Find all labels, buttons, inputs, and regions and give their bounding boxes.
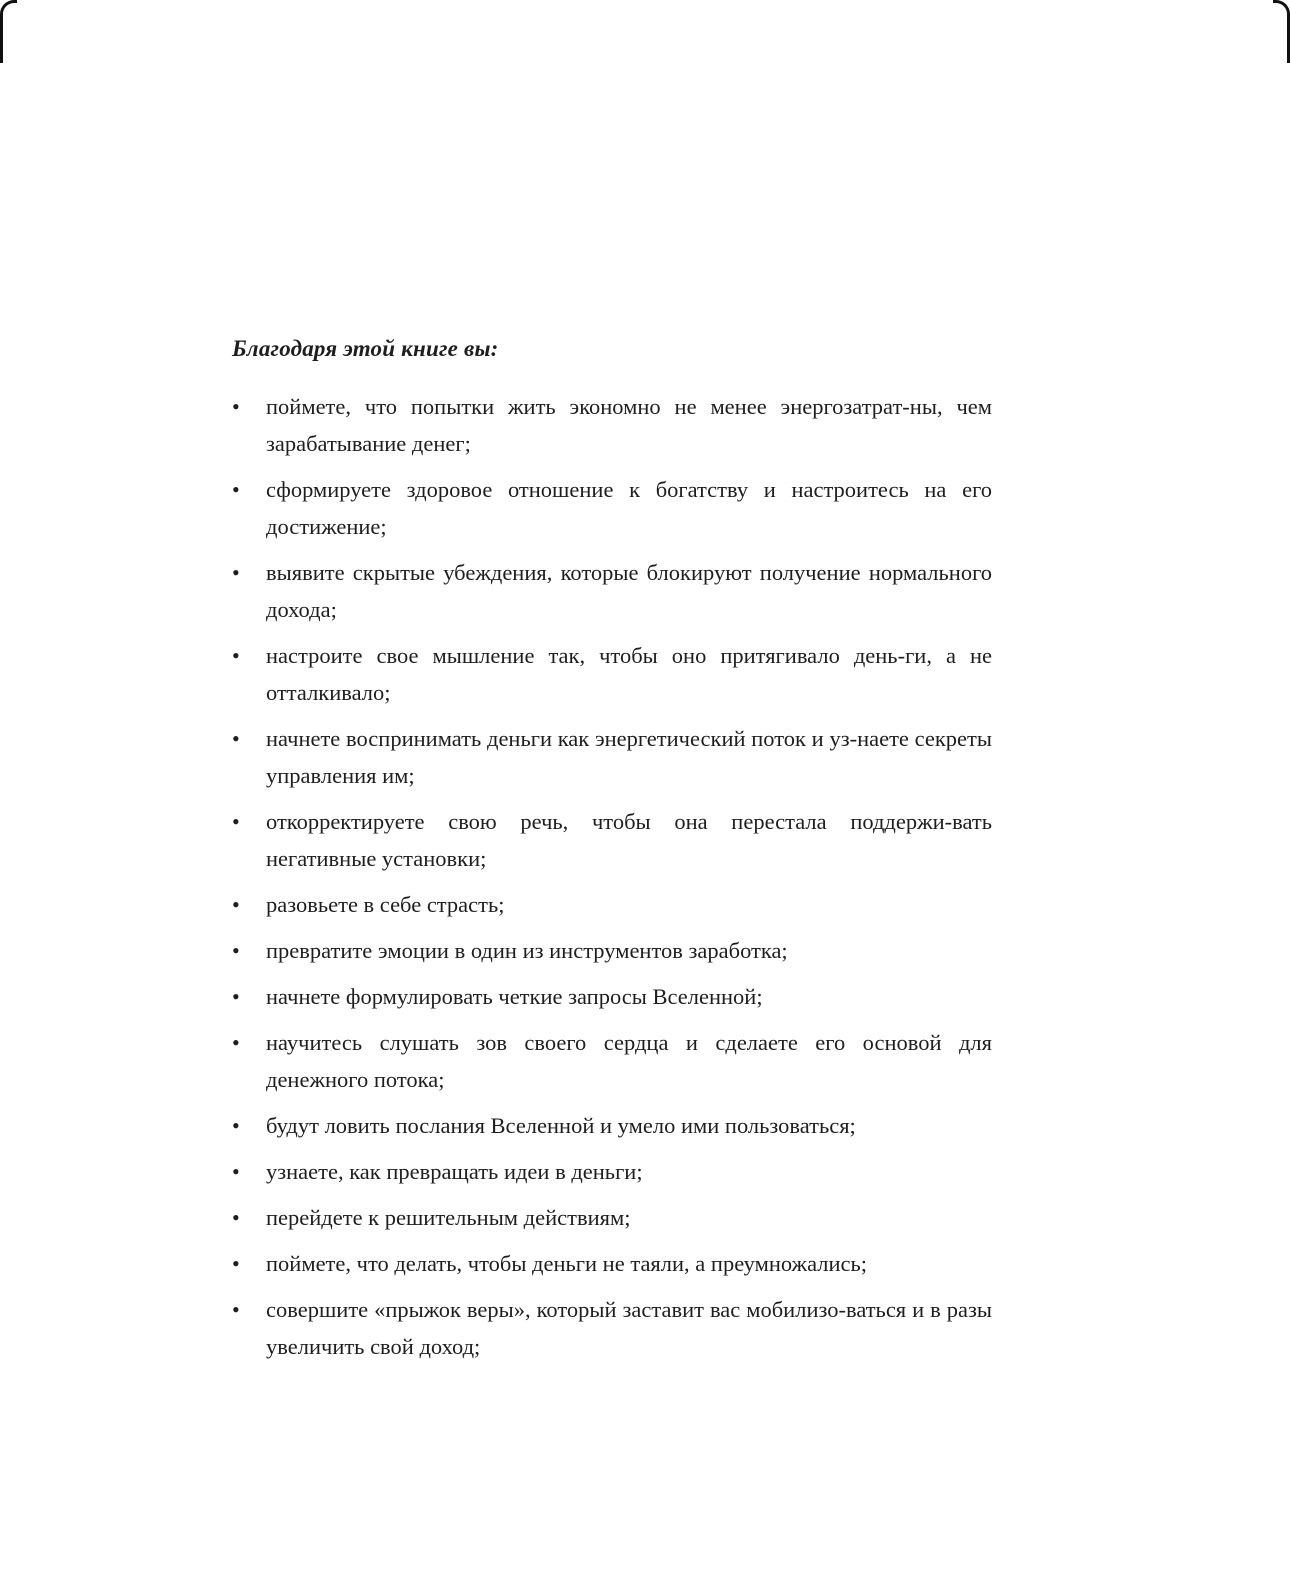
list-item-text: сформируете здоровое отношение к богатству и настроитесь на его достижение; bbox=[266, 477, 992, 539]
benefits-list bbox=[232, 388, 992, 1365]
bullet-icon: • bbox=[232, 1251, 240, 1276]
list-item bbox=[232, 1153, 992, 1190]
list-item bbox=[232, 803, 992, 877]
bullet-icon: • bbox=[232, 892, 240, 917]
list-item bbox=[232, 978, 992, 1015]
bullet-icon: • bbox=[232, 643, 240, 668]
list-item bbox=[232, 1107, 992, 1144]
bullet-icon: • bbox=[232, 394, 240, 419]
bullet-icon: • bbox=[232, 1159, 240, 1184]
list-item-text: выявите скрытые убеждения, которые блокируют получение нормального дохода; bbox=[266, 560, 992, 622]
list-item-text: совершите «прыжок веры», который заставит вас мобилизо-ваться и в разы увеличить свой доход; bbox=[266, 1297, 992, 1359]
frame-corner-right bbox=[1273, 0, 1290, 63]
list-item-text: научитесь слушать зов своего сердца и сделаете его основой для денежного потока; bbox=[266, 1030, 992, 1092]
list-item-text: поймете, что попытки жить экономно не менее энергозатрат-ны, чем зарабатывание денег; bbox=[266, 394, 992, 456]
list-item-text: разовьете в себе страсть; bbox=[266, 892, 505, 917]
list-item bbox=[232, 1024, 992, 1098]
bullet-icon: • bbox=[232, 726, 240, 751]
bullet-icon: • bbox=[232, 1297, 240, 1322]
bullet-icon: • bbox=[232, 809, 240, 834]
list-item bbox=[232, 1199, 992, 1236]
bullet-icon: • bbox=[232, 1113, 240, 1138]
list-item-text: начнете воспринимать деньги как энергетический поток и уз-наете секреты управления им; bbox=[266, 726, 992, 788]
list-item-text: настроите свое мышление так, чтобы оно притягивало день-ги, а не отталкивало; bbox=[266, 643, 992, 705]
list-item bbox=[232, 637, 992, 711]
list-item bbox=[232, 1245, 992, 1282]
list-item-text: начнете формулировать четкие запросы Вселенной; bbox=[266, 984, 763, 1009]
list-item-text: перейдете к решительным действиям; bbox=[266, 1205, 631, 1230]
list-item-text: узнаете, как превращать идеи в деньги; bbox=[266, 1159, 643, 1184]
bullet-icon: • bbox=[232, 938, 240, 963]
list-item bbox=[232, 388, 992, 462]
bullet-icon: • bbox=[232, 1030, 240, 1055]
list-item bbox=[232, 554, 992, 628]
bullet-icon: • bbox=[232, 477, 240, 502]
list-item bbox=[232, 471, 992, 545]
bullet-icon: • bbox=[232, 984, 240, 1009]
bullet-icon: • bbox=[232, 560, 240, 585]
bullet-icon: • bbox=[232, 1205, 240, 1230]
list-item bbox=[232, 720, 992, 794]
list-item bbox=[232, 886, 992, 923]
list-item-text: поймете, что делать, чтобы деньги не таяли, а преумножались; bbox=[266, 1251, 868, 1276]
list-item-text: будут ловить послания Вселенной и умело ими пользоваться; bbox=[266, 1113, 856, 1138]
page-heading: Благодаря этой книге вы: bbox=[232, 336, 499, 361]
frame-corner-left bbox=[0, 0, 17, 63]
list-item-text: откорректируете свою речь, чтобы она перестала поддержи-вать негативные установки; bbox=[266, 809, 992, 871]
list-item bbox=[232, 1291, 992, 1365]
list-item bbox=[232, 932, 992, 969]
book-page bbox=[232, 336, 992, 1374]
list-item-text: превратите эмоции в один из инструментов заработка; bbox=[266, 938, 788, 963]
